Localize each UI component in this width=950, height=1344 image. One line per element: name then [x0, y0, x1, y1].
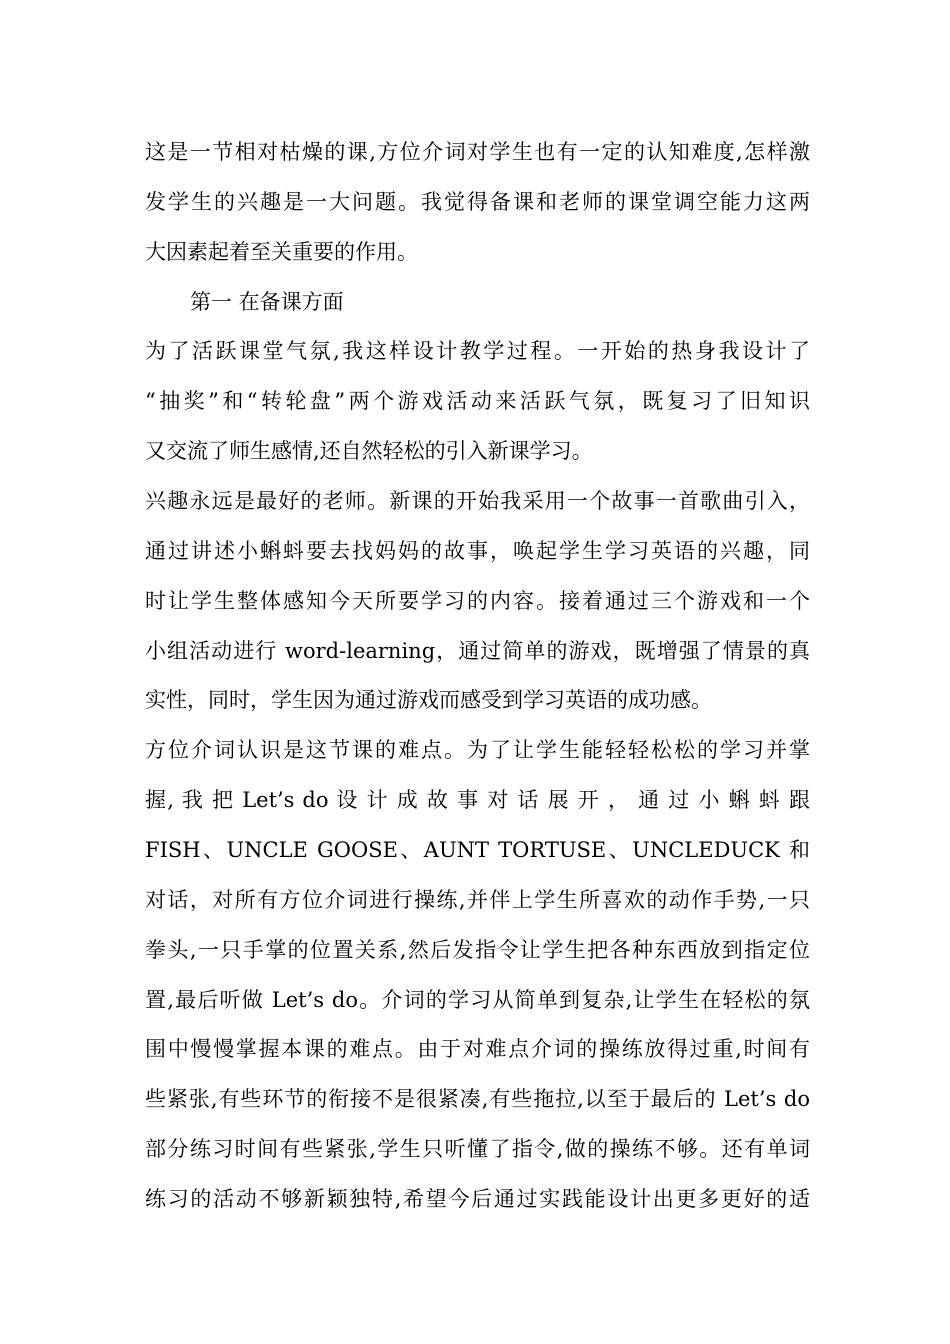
text-line-3: 大因素起着至关重要的作用。	[145, 240, 418, 264]
text-line-8: 兴趣永远是最好的老师。新课的开始我采用一个故事一首歌曲引入，	[145, 489, 810, 513]
text-line-5: 为了活跃课堂气氛,我这样设计教学过程。一开始的热身我设计了	[145, 339, 810, 363]
text-line-20: 些紧张,有些环节的衔接不是很紧凑,有些拖拉,以至于最后的 Let’s do	[145, 1087, 810, 1111]
text-line-9: 通过讲述小蝌蚪要去找妈妈的故事，唤起学生学习英语的兴趣，同	[145, 539, 810, 563]
text-line-1: 这是一节相对枯燥的课,方位介词对学生也有一定的认知难度,怎样激	[145, 140, 810, 164]
text-line-18: 置,最后听做 Let’s do。介词的学习从简单到复杂,让学生在轻松的氛	[145, 988, 810, 1012]
text-line-13: 方位介词认识是这节课的难点。为了让学生能轻轻松松的学习并掌	[145, 738, 810, 762]
text-line-7: 又交流了师生感情,还自然轻松的引入新课学习。	[145, 439, 593, 463]
section-heading: 第一 在备课方面	[190, 290, 344, 314]
text-line-19: 围中慢慢掌握本课的难点。由于对难点介词的操练放得过重,时间有	[145, 1037, 810, 1061]
text-line-16: 对话，对所有方位介词进行操练,并伴上学生所喜欢的动作手势,一只	[145, 888, 810, 912]
text-line-12: 实性，同时，学生因为通过游戏而感受到学习英语的成功感。	[145, 688, 712, 712]
text-line-22: 练习的活动不够新颖独特,希望今后通过实践能设计出更多更好的适	[145, 1187, 810, 1211]
text-line-15: FISH、UNCLE GOOSE、AUNT TORTUSE、UNCLEDUCK 和	[145, 838, 810, 862]
text-line-21: 部分练习时间有些紧张,学生只听懂了指令,做的操练不够。还有单词	[145, 1137, 810, 1161]
text-line-2: 发学生的兴趣是一大问题。我觉得备课和老师的课堂调空能力这两	[145, 190, 810, 214]
text-line-17: 拳头,一只手掌的位置关系,然后发指令让学生把各种东西放到指定位	[145, 938, 810, 962]
text-line-14: 握, 我 把 Let’s do 设 计 成 故 事 对 话 展 开 ， 通 过 小 蝌 蚪 跟	[145, 788, 810, 812]
text-line-6: “抽奖”和“转轮盘”两个游戏活动来活跃气氛，既复习了旧知识	[145, 389, 810, 413]
text-line-10: 时让学生整体感知今天所要学习的内容。接着通过三个游戏和一个	[145, 589, 810, 613]
text-line-11: 小组活动进行 word-learning，通过简单的游戏，既增强了情景的真	[145, 639, 810, 663]
